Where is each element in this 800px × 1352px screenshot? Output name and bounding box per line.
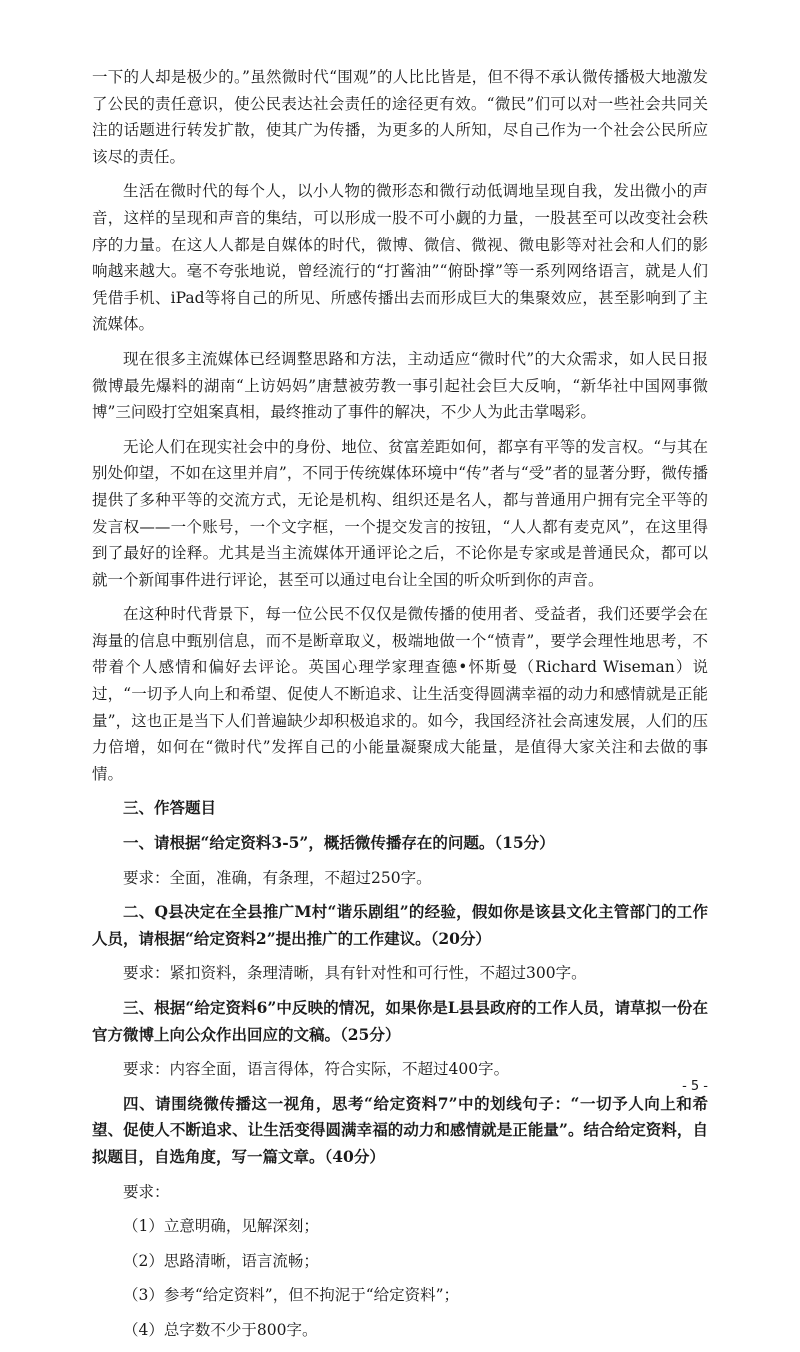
essay-requirement-item: （3）参考“给定资料”，但不拘泥于“给定资料”；	[123, 1286, 460, 1305]
question-2-requirement: 要求：紧扣资料，条理清晰，具有针对性和可行性，不超过300字。	[123, 964, 587, 983]
body-paragraph: 在这种时代背景下，每一位公民不仅仅是微传播的使用者、受益者，我们还要学会在海量的信息中甄别信息，而不是断章取义，极端地做一个“愤青”，要学会理性地思考，不带着个人感情和偏好去评论。英国心理学家理查德•怀斯曼（Richard Wiseman）说过，“一切予人向上和希望、促使人不断追求、让生活变得圆满幸福的动力和感情就是正能量”，这也正是当下人们普遍缺少却积极追求的。如今，我国经济社会高速发展，人们的压力倍增，如何在“微时代”发挥自己的小能量凝聚成大能量，是值得大家关注和去做的事情。	[92, 605, 708, 783]
body-paragraph: 无论人们在现实社会中的身份、地位、贫富差距如何，都享有平等的发言权。“与其在别处仰望，不如在这里并肩”，不同于传统媒体环境中“传”者与“受”者的显著分野，微传播提供了多种平等的交流方式，无论是机构、组织还是名人，都与普通用户拥有完全平等的发言权——一个账号，一个文字框，一个提交发言的按钮，“人人都有麦克风”，在这里得到了最好的诠释。尤其是当主流媒体开通评论之后，不论你是专家或是普通民众，都可以就一个新闻事件进行评论，甚至可以通过电台让全国的听众听到你的声音。	[92, 437, 708, 589]
question-3: 三、根据“给定资料6”中反映的情况，如果你是L县县政府的工作人员，请草拟一份在官方微博上向公众作出回应的文稿。（25分）	[92, 998, 708, 1044]
body-paragraph: 现在很多主流媒体已经调整思路和方法，主动适应“微时代”的大众需求，如人民日报微博最先爆料的湖南“上访妈妈”唐慧被劳教一事引起社会巨大反响，“新华社中国网事微博”三问殴打空姐案真相，最终推动了事件的解决，不少人为此击掌喝彩。	[92, 349, 708, 422]
question-3-requirement: 要求：内容全面，语言得体，符合实际，不超过400字。	[123, 1060, 510, 1079]
essay-requirement-item: （2）思路清晰，语言流畅；	[123, 1251, 319, 1270]
body-paragraph: 一下的人却是极少的。”虽然微时代“围观”的人比比皆是，但不得不承认微传播极大地激发了公民的责任意识，使公民表达社会责任的途径更有效。“微民”们可以对一些社会共同关注的话题进行转发扩散，使其广为传播，为更多的人所知，尽自己作为一个社会公民所应该尽的责任。	[92, 68, 708, 166]
body-paragraph: 生活在微时代的每个人，以小人物的微形态和微行动低调地呈现自我，发出微小的声音，这样的呈现和声音的集结，可以形成一股不可小觑的力量，一股甚至可以改变社会秩序的力量。在这人人都是自媒体的时代，微博、微信、微视、微电影等对社会和人们的影响越来越大。毫不夸张地说，曾经流行的“打酱油”“俯卧撑”等一系列网络语言，就是人们凭借手机、iPad等将自己的所见、所感传播出去而形成巨大的集聚效应，甚至影响到了主流媒体。	[92, 182, 708, 334]
essay-requirement-item: （1）立意明确，见解深刻；	[123, 1217, 319, 1236]
question-1-requirement: 要求：全面，准确，有条理，不超过250字。	[123, 868, 432, 887]
page-content	[92, 64, 708, 1352]
question-4: 四、请围绕微传播这一视角，思考“给定资料7”中的划线句子：“一切予人向上和希望、促使人不断追求、让生活变得圆满幸福的动力和感情就是正能量”。结合给定资料，自拟题目，自选角度，写一篇文章。（40分）	[92, 1093, 708, 1166]
question-1: 一、请根据“给定资料3-5”，概括微传播存在的问题。（15分）	[123, 833, 555, 853]
essay-requirement-item: （4）总字数不少于800字。	[123, 1320, 318, 1339]
question-4-requirement: 要求：	[123, 1182, 170, 1201]
page-number: - 5 -	[682, 1079, 708, 1094]
question-2: 二、Q县决定在全县推广M村“谐乐剧组”的经验，假如你是该县文化主管部门的工作人员，请根据“给定资料2”提出推广的工作建议。（20分）	[92, 902, 708, 948]
section-heading: 三、作答题目	[123, 798, 217, 818]
